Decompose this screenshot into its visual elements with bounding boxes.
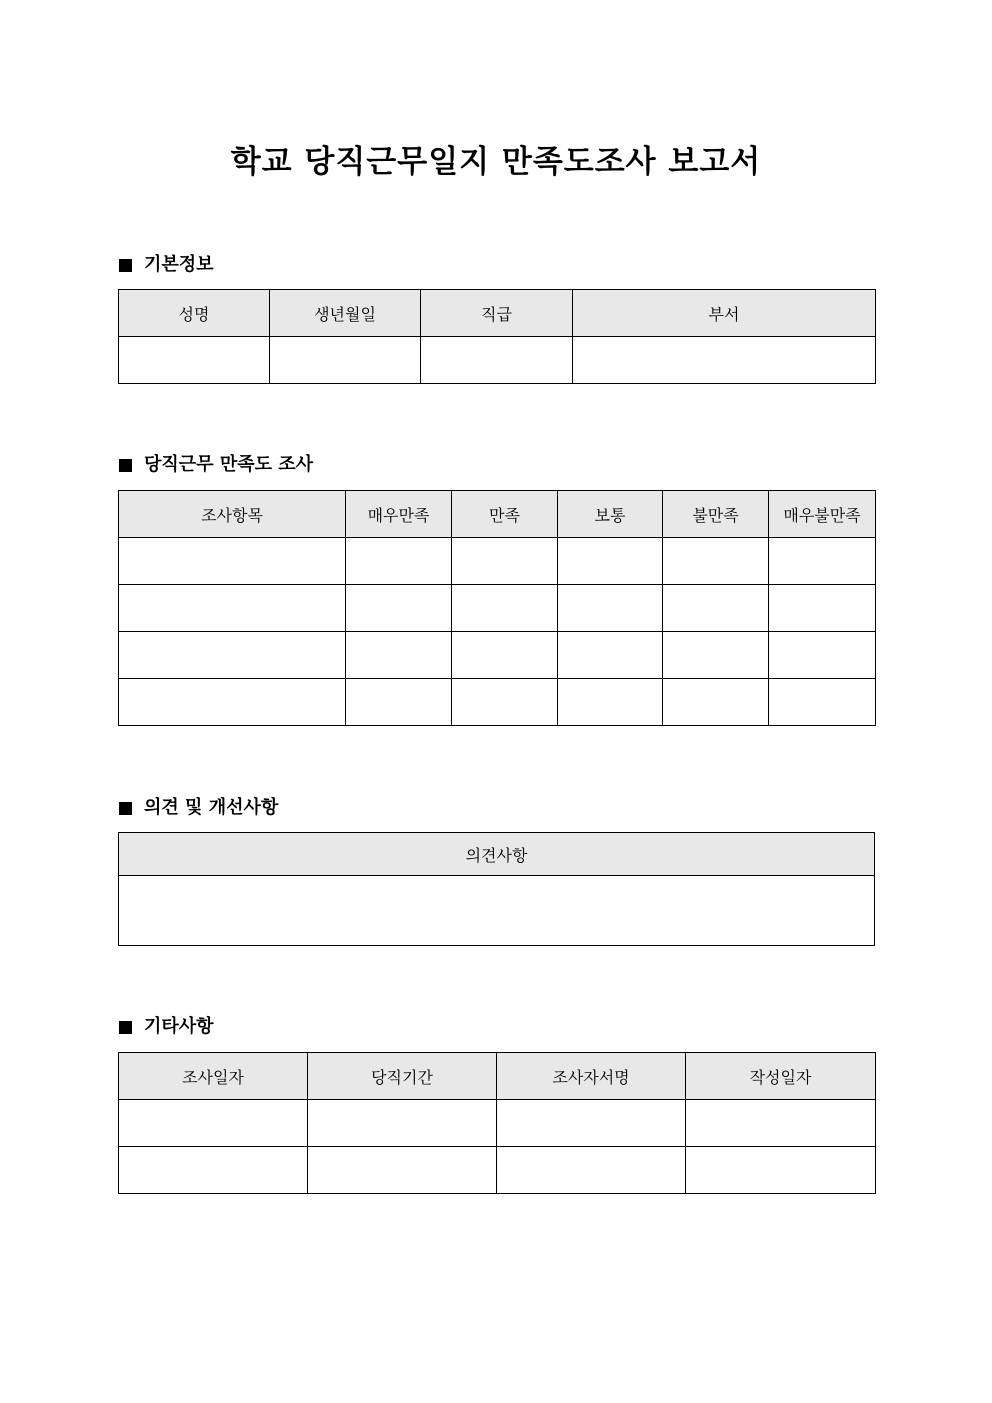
surveyor-signature-cell[interactable]	[497, 1147, 686, 1194]
neutral-cell[interactable]	[558, 538, 663, 585]
neutral-cell[interactable]	[558, 632, 663, 679]
survey-item-cell[interactable]	[119, 585, 346, 632]
dissatisfied-cell[interactable]	[663, 632, 769, 679]
section-heading-label: 의견 및 개선사항	[144, 797, 279, 818]
header-written-date: 작성일자	[686, 1053, 876, 1100]
duty-period-cell[interactable]	[308, 1100, 497, 1147]
section-heading-label: 기타사항	[144, 1016, 214, 1037]
header-birthdate: 생년월일	[270, 290, 421, 337]
section-heading-survey	[119, 454, 313, 476]
neutral-cell[interactable]	[558, 679, 663, 726]
opinion-table	[118, 832, 875, 946]
very-satisfied-cell[interactable]	[346, 585, 452, 632]
table-row	[119, 632, 876, 679]
header-dissatisfied: 불만족	[663, 491, 769, 538]
section-heading-basic	[119, 254, 214, 276]
position-cell[interactable]	[421, 337, 573, 384]
dissatisfied-cell[interactable]	[663, 585, 769, 632]
table-header-row	[119, 290, 876, 337]
written-date-cell[interactable]	[686, 1147, 876, 1194]
header-duty-period: 당직기간	[308, 1053, 497, 1100]
very-dissatisfied-cell[interactable]	[769, 632, 876, 679]
survey-item-cell[interactable]	[119, 679, 346, 726]
table-row	[119, 538, 876, 585]
header-very-dissatisfied: 매우불만족	[769, 491, 876, 538]
opinion-cell[interactable]	[119, 876, 875, 946]
very-dissatisfied-cell[interactable]	[769, 679, 876, 726]
table-header-row	[119, 833, 875, 876]
very-satisfied-cell[interactable]	[346, 679, 452, 726]
satisfied-cell[interactable]	[452, 585, 558, 632]
square-bullet-icon	[119, 259, 132, 272]
satisfied-cell[interactable]	[452, 538, 558, 585]
section-heading-opinion	[119, 797, 278, 819]
table-row	[119, 1147, 876, 1194]
table-row	[119, 1100, 876, 1147]
header-department: 부서	[573, 290, 876, 337]
very-satisfied-cell[interactable]	[346, 538, 452, 585]
header-very-satisfied: 매우만족	[346, 491, 452, 538]
table-header-row	[119, 491, 876, 538]
table-row	[119, 337, 876, 384]
very-satisfied-cell[interactable]	[346, 632, 452, 679]
neutral-cell[interactable]	[558, 585, 663, 632]
department-cell[interactable]	[573, 337, 876, 384]
table-row	[119, 876, 875, 946]
square-bullet-icon	[119, 802, 132, 815]
very-dissatisfied-cell[interactable]	[769, 538, 876, 585]
header-survey-item: 조사항목	[119, 491, 346, 538]
birthdate-cell[interactable]	[270, 337, 421, 384]
page-title: 학교 당직근무일지 만족도조사 보고서	[230, 144, 762, 180]
section-heading-label: 당직근무 만족도 조사	[144, 454, 314, 475]
header-neutral: 보통	[558, 491, 663, 538]
table-header-row	[119, 1053, 876, 1100]
square-bullet-icon	[119, 1021, 132, 1034]
dissatisfied-cell[interactable]	[663, 538, 769, 585]
survey-item-cell[interactable]	[119, 538, 346, 585]
header-satisfied: 만족	[452, 491, 558, 538]
duty-period-cell[interactable]	[308, 1147, 497, 1194]
header-opinion: 의견사항	[119, 833, 875, 876]
basic-info-table	[118, 289, 876, 384]
dissatisfied-cell[interactable]	[663, 679, 769, 726]
header-position: 직급	[421, 290, 573, 337]
satisfied-cell[interactable]	[452, 679, 558, 726]
header-survey-date: 조사일자	[119, 1053, 308, 1100]
very-dissatisfied-cell[interactable]	[769, 585, 876, 632]
header-name: 성명	[119, 290, 270, 337]
survey-date-cell[interactable]	[119, 1147, 308, 1194]
satisfaction-survey-table	[118, 490, 876, 726]
satisfied-cell[interactable]	[452, 632, 558, 679]
table-row	[119, 585, 876, 632]
etc-table	[118, 1052, 876, 1194]
survey-date-cell[interactable]	[119, 1100, 308, 1147]
survey-item-cell[interactable]	[119, 632, 346, 679]
header-surveyor-signature: 조사자서명	[497, 1053, 686, 1100]
section-heading-label: 기본정보	[144, 254, 214, 275]
surveyor-signature-cell[interactable]	[497, 1100, 686, 1147]
square-bullet-icon	[119, 459, 132, 472]
name-cell[interactable]	[119, 337, 270, 384]
section-heading-etc	[119, 1016, 214, 1038]
table-row	[119, 679, 876, 726]
written-date-cell[interactable]	[686, 1100, 876, 1147]
